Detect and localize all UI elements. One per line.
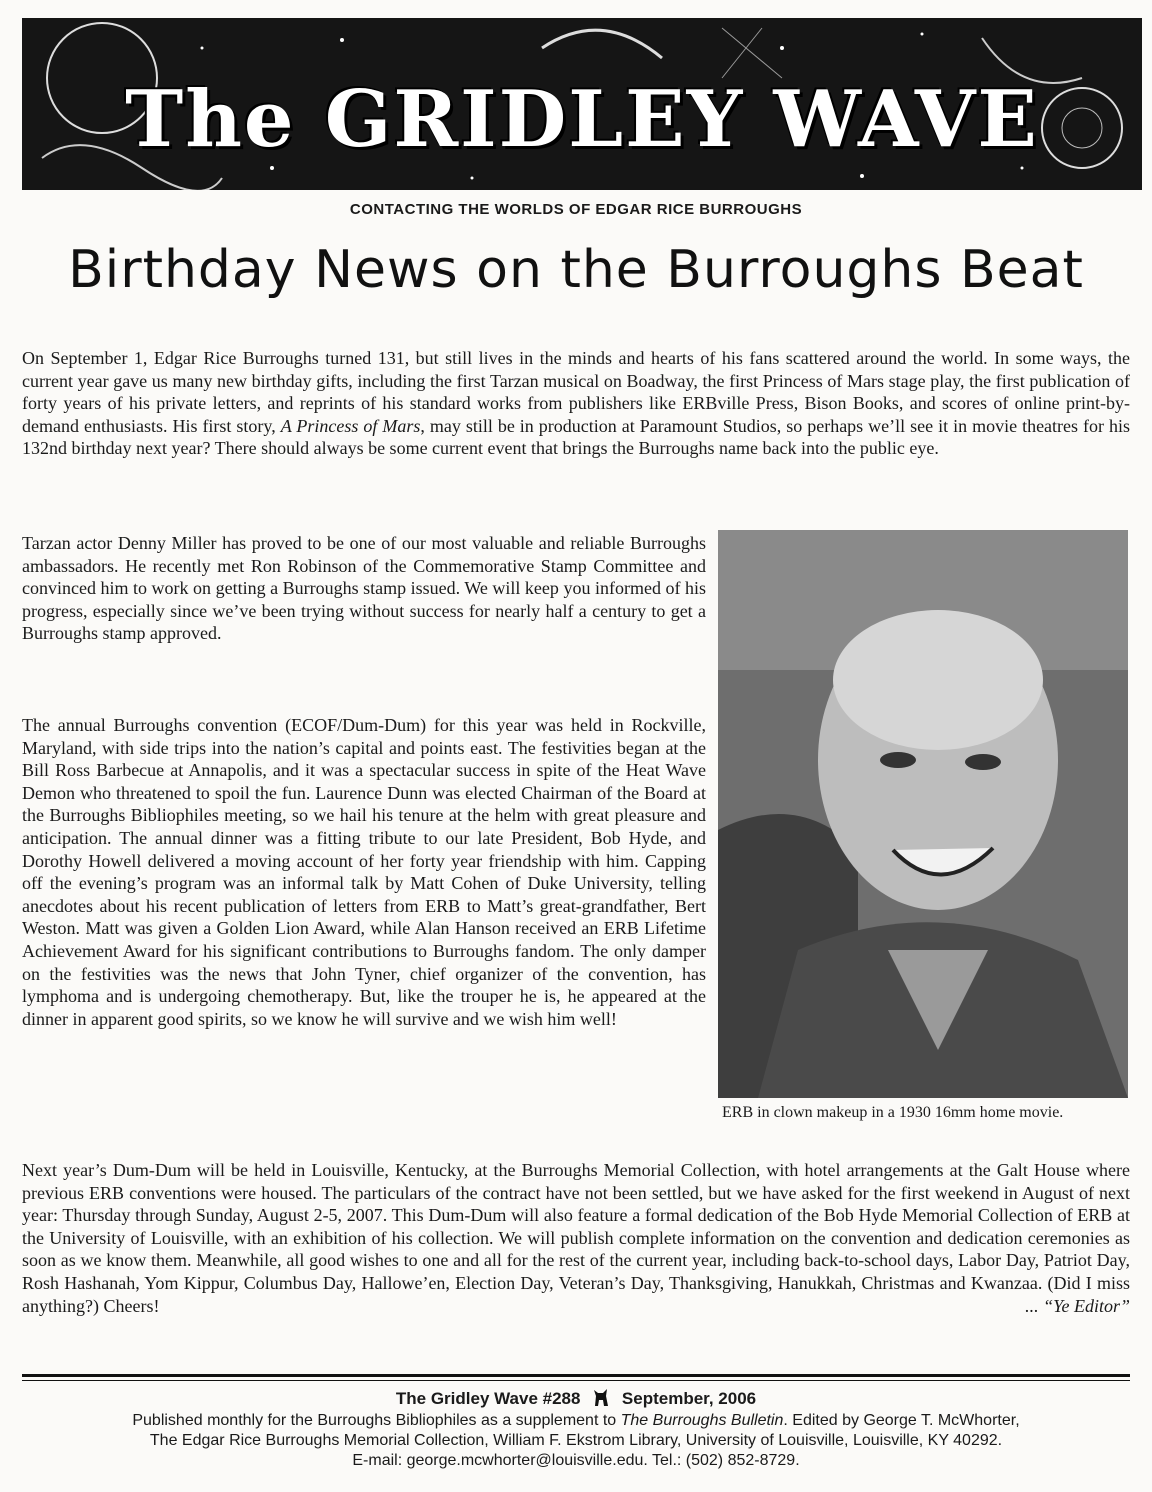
- bulletin-title: The Burroughs Bulletin: [620, 1412, 784, 1429]
- footer-contact: E-mail: george.mcwhorter@louisville.edu. Tel.: (502) 852-8729.: [352, 1452, 800, 1469]
- masthead-tagline: CONTACTING THE WORLDS OF EDGAR RICE BURROUGHS: [349, 201, 803, 218]
- paragraph-intro-text-a: On September 1, Edgar Rice Burroughs turned 131, but still lives in the minds and hearts of his fans scattered around the world. In some ways, the current year gave us many new birthday gifts, including the first Tarzan musical on Boadway, the first Princess of Mars stage play, the first publication of forty years of his private letters, and reprints of his standard works from publishers like ERBville Press, Bison Books, and scores of online print-by-demand enthusiasts. His first story,: [22, 348, 1130, 436]
- footer-line-2: The Edgar Rice Burroughs Memorial Collection, William F. Ekstrom Library, University of Louisville, Louisville, KY 40292.: [149, 1432, 1003, 1449]
- book-title: A Princess of Mars: [280, 415, 421, 436]
- footer-rule-thick: [22, 1374, 1130, 1377]
- photo-caption: ERB in clown makeup in a 1930 16mm home movie.: [722, 1104, 1064, 1121]
- footer-line-1: [22, 1411, 1130, 1431]
- paragraph-convention: The annual Burroughs convention (ECOF/Dum-Dum) for this year was held in Rockville, Maryland, with side trips into the nation’s capital and points east. The festivities began at the Bill Ross Barbecue at Annapolis, and it was a spectacular success in spite of the Heat Wave Demon who threatened to spoil the fun. Laurence Dunn was elected Chairman of the Board at the Burroughs Bibliophiles meeting, so we hail his tenure at the helm with great pleasure and anticipation. The annual dinner was a fitting tribute to our late President, Bob Hyde, and Dorothy Howell delivered a moving account of her forty year friendship with him. Capping off the evening’s program was an informal talk by Matt Cohen of Duke University, telling anecdotes about his recent publication of letters from ERB to Matt’s great-grandfather, Bert Weston. Matt was given a Golden Lion Award, while Alan Hanson received an ERB Lifetime Achievement Award for his significant contributions to Burroughs fandom. The only damper on the festivities was the news that John Tyner, chief organizer of the convention, has lymphoma and is undergoing chemotherapy. But, like the trouper he is, he appeared at the dinner in apparent good spirits, so we know he will survive and we wish him well!: [22, 715, 706, 1029]
- footer-rule-thin: [22, 1380, 1130, 1381]
- paragraph-next-year: [22, 1159, 1130, 1317]
- erb-photo-illustration: [718, 530, 1128, 1098]
- masthead-banner: [22, 18, 1142, 190]
- paragraph-intro-text-b: , may still be in production at Paramount Studios, so perhaps we’ll see it in movie theatres for his 132nd birthday next year? There should always be some current event that brings the Burroughs name back into the public eye.: [22, 415, 1131, 459]
- footer-line-1-b: . Edited by George T. McWhorter,: [783, 1412, 1020, 1429]
- paragraph-stamp: Tarzan actor Denny Miller has proved to be one of our most valuable and reliable Burroughs ambassadors. He recently met Ron Robinson of the Commemorative Stamp Committee and convinced him to work on getting a Burroughs stamp issued. We will keep you informed of his progress, especially since we’ve been trying without success for nearly half a century to get a Burroughs stamp approved.: [22, 533, 706, 644]
- paragraph-intro: [22, 347, 1130, 460]
- editor-signature: ... “Ye Editor”: [1025, 1295, 1130, 1316]
- issue-number: The Gridley Wave #288: [395, 1388, 581, 1408]
- footer-line-1-a: Published monthly for the Burroughs Bibliophiles as a supplement to: [132, 1412, 621, 1429]
- masthead-title: The GRIDLEY WAVE: [125, 74, 1039, 165]
- headline: Birthday News on the Burroughs Beat: [68, 240, 1084, 300]
- issue-date: September, 2006: [621, 1388, 757, 1408]
- footer-issue-line: [22, 1388, 1130, 1411]
- cat-icon: [593, 1388, 609, 1411]
- footer: [22, 1388, 1130, 1471]
- paragraph-next-year-text: Next year’s Dum-Dum will be held in Louisville, Kentucky, at the Burroughs Memorial Collection, with hotel arrangements at the Galt House where previous ERB conventions were housed. The particulars of the contract have not been settled, but we have asked for the first weekend in August of next year: Thursday through Sunday, August 2-5, 2007. This Dum-Dum will also feature a formal dedication of the Bob Hyde Memorial Collection of ERB at the University of Louisville, with an exhibition of his collection. We will publish complete information on the convention and dedication ceremonies as soon as we know them. Meanwhile, all good wishes to one and all for the rest of the current year, including back-to-school days, Labor Day, Patriot Day, Rosh Hashanah, Yom Kippur, Columbus Day, Hallowe’en, Election Day, Veteran’s Day, Thanksgiving, Hanukkah, Christmas and Kwanzaa. (Did I miss anything?) Cheers!: [22, 1160, 1130, 1316]
- erb-photo: [718, 530, 1128, 1098]
